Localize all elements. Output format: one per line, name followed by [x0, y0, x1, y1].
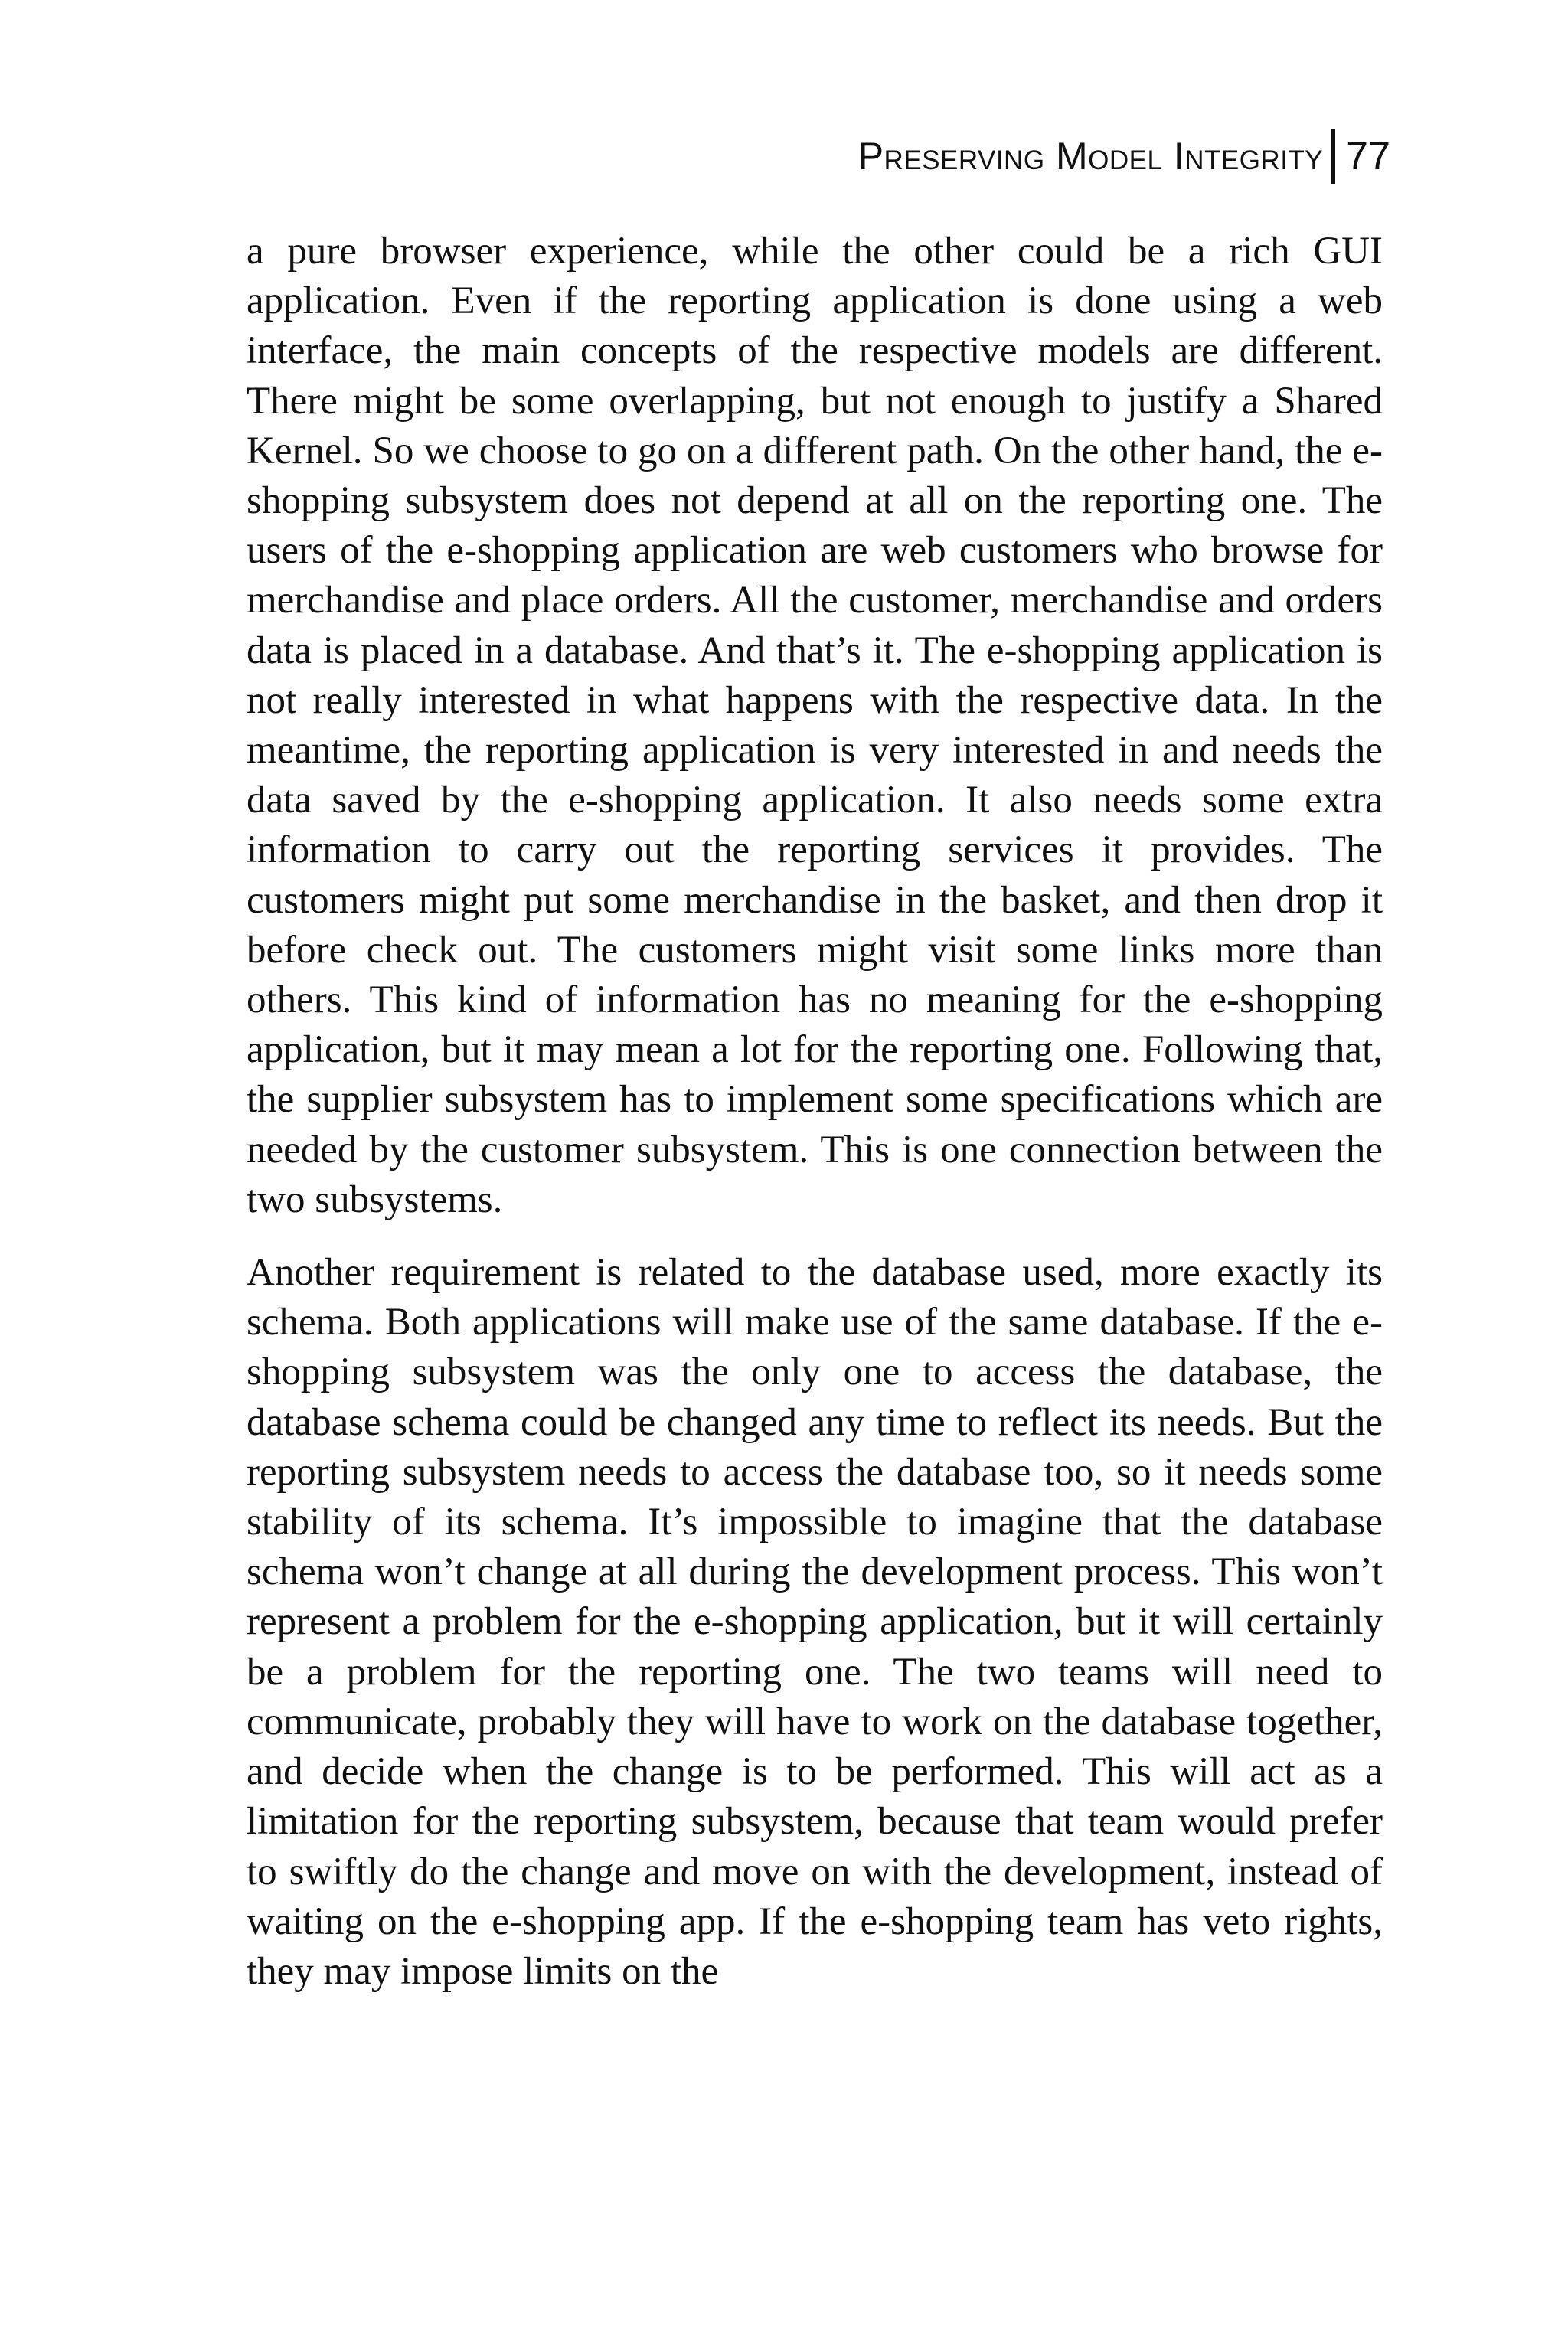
running-header	[858, 129, 1390, 184]
body-text	[247, 227, 1383, 1997]
header-divider	[1331, 129, 1335, 184]
paragraph-1: a pure browser experience, while the other could be a rich GUI application. Even if the reporting application is done using a web interface, the main concepts of the respective models are different. There might be some overlapping, but not enough to justify a Shared Kernel. So we choose to go on a different path. On the other hand, the e-shopping subsystem does not depend at all on the reporting one. The users of the e-shopping application are web customers who browse for merchandise and place orders. All the customer, merchandise and orders data is placed in a database. And that’s it. The e-shopping application is not really interested in what happens with the respective data. In the meantime, the reporting application is very interested in and needs the data saved by the e-shopping application. It also needs some extra information to carry out the reporting services it provides. The customers might put some merchandise in the basket, and then drop it before check out. The customers might visit some links more than others. This kind of information has no meaning for the e-shopping application, but it may mean a lot for the reporting one. Following that, the supplier subsystem has to implement some specifications which are needed by the customer subsystem. This is one connection between the two subsystems.	[247, 230, 1383, 1221]
chapter-title: Preserving Model Integrity	[858, 135, 1324, 178]
paragraph-2: Another requirement is related to the database used, more exactly its schema. Both applications will make use of the same database. If the e-shopping subsystem was the only one to access the database, the database schema could be changed any time to reflect its needs. But the reporting subsystem needs to access the database too, so it needs some stability of its schema. It’s impossible to imagine that the database schema won’t change at all during the development process. This won’t represent a problem for the e-shopping application, but it will certainly be a problem for the reporting one. The two teams will need to communicate, probably they will have to work on the database together, and decide when the change is to be performed. This will act as a limitation for the reporting subsystem, because that team would prefer to swiftly do the change and move on with the development, instead of waiting on the e-shopping app. If the e-shopping team has veto rights, they may impose limits on the	[247, 1251, 1383, 1993]
page-number: 77	[1346, 134, 1390, 178]
